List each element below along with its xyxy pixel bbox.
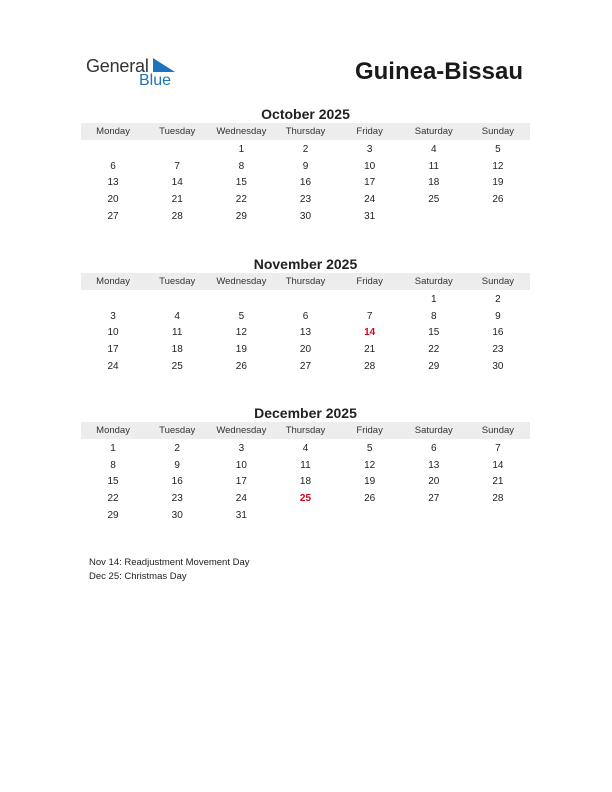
holiday-note: Dec 25: Christmas Day bbox=[89, 571, 187, 582]
day-cell: 3 bbox=[110, 310, 116, 322]
holiday-day-cell: 14 bbox=[364, 327, 376, 339]
empty-day-cell bbox=[402, 507, 466, 524]
weekday-header: Thursday bbox=[273, 123, 337, 140]
day-cell: 8 bbox=[430, 310, 437, 322]
day-cell: 18 bbox=[299, 476, 312, 488]
week-row bbox=[81, 175, 530, 192]
weekday-header: Tuesday bbox=[145, 123, 209, 140]
weekday-header-row bbox=[81, 422, 530, 439]
empty-day-cell bbox=[209, 290, 273, 308]
day-cell: 30 bbox=[492, 361, 504, 373]
weekday-header: Sunday bbox=[466, 273, 530, 290]
day-cell: 22 bbox=[235, 194, 247, 206]
week-row bbox=[81, 358, 530, 375]
empty-day-cell bbox=[273, 507, 337, 524]
day-cell: 16 bbox=[299, 177, 312, 189]
empty-day-cell bbox=[81, 140, 145, 158]
weekday-header: Thursday bbox=[273, 273, 337, 290]
day-cell: 17 bbox=[107, 344, 119, 356]
holiday-notes bbox=[89, 556, 250, 584]
day-cell: 3 bbox=[238, 442, 245, 454]
week-row bbox=[81, 290, 530, 308]
weekday-header-row bbox=[81, 273, 530, 290]
logo-triangle-icon bbox=[153, 58, 175, 72]
empty-day-cell bbox=[145, 140, 209, 158]
day-cell: 2 bbox=[302, 143, 309, 155]
weekday-header: Sunday bbox=[466, 123, 530, 140]
country-title: Guinea-Bissau bbox=[354, 58, 523, 85]
day-cell: 7 bbox=[495, 442, 501, 454]
day-cell: 3 bbox=[366, 143, 373, 155]
day-cell: 4 bbox=[430, 143, 437, 155]
day-cell: 22 bbox=[107, 493, 119, 505]
weekday-header: Monday bbox=[81, 123, 145, 140]
day-cell: 6 bbox=[302, 310, 309, 322]
holiday-day-cell: 25 bbox=[299, 493, 312, 505]
day-cell: 23 bbox=[492, 344, 504, 356]
day-cell: 25 bbox=[171, 361, 183, 373]
day-cell: 15 bbox=[107, 476, 119, 488]
day-cell: 1 bbox=[238, 143, 245, 155]
day-cell: 10 bbox=[364, 160, 376, 172]
day-cell: 29 bbox=[107, 510, 119, 522]
day-cell: 27 bbox=[428, 493, 440, 505]
day-cell: 30 bbox=[299, 211, 312, 223]
day-cell: 26 bbox=[492, 194, 504, 206]
day-cell: 5 bbox=[495, 143, 501, 155]
day-cell: 12 bbox=[235, 327, 247, 339]
day-cell: 27 bbox=[107, 211, 119, 223]
week-row bbox=[81, 308, 530, 325]
weekday-header: Friday bbox=[338, 422, 402, 439]
day-cell: 8 bbox=[110, 459, 116, 471]
calendar-grid bbox=[81, 123, 530, 225]
day-cell: 10 bbox=[235, 459, 247, 471]
week-row bbox=[81, 208, 530, 225]
month-title: December 2025 bbox=[254, 405, 357, 421]
weekday-header: Friday bbox=[338, 273, 402, 290]
day-cell: 7 bbox=[366, 310, 373, 322]
day-cell: 13 bbox=[428, 459, 440, 471]
empty-day-cell bbox=[338, 290, 402, 308]
day-cell: 21 bbox=[364, 344, 376, 356]
day-cell: 20 bbox=[428, 476, 440, 488]
month-title: October 2025 bbox=[261, 106, 350, 122]
day-cell: 29 bbox=[235, 211, 247, 223]
month-calendar-december bbox=[81, 405, 530, 524]
day-cell: 12 bbox=[492, 160, 504, 172]
logo-word-general: General bbox=[86, 56, 149, 76]
day-cell: 31 bbox=[364, 211, 376, 223]
day-cell: 16 bbox=[492, 327, 504, 339]
weekday-header: Thursday bbox=[273, 422, 337, 439]
day-cell: 23 bbox=[299, 194, 312, 206]
empty-day-cell bbox=[273, 290, 337, 308]
day-cell: 9 bbox=[174, 459, 180, 471]
week-row bbox=[81, 140, 530, 158]
week-row bbox=[81, 191, 530, 208]
day-cell: 15 bbox=[428, 327, 440, 339]
month-calendar-october bbox=[81, 106, 530, 225]
weekday-header: Friday bbox=[338, 123, 402, 140]
day-cell: 1 bbox=[110, 442, 116, 454]
day-cell: 30 bbox=[171, 510, 183, 522]
empty-day-cell bbox=[466, 507, 530, 524]
weekday-header: Tuesday bbox=[145, 422, 209, 439]
day-cell: 2 bbox=[174, 442, 180, 454]
empty-day-cell bbox=[338, 507, 402, 524]
day-cell: 14 bbox=[171, 177, 183, 189]
day-cell: 15 bbox=[235, 177, 247, 189]
weekday-header: Tuesday bbox=[145, 273, 209, 290]
day-cell: 11 bbox=[300, 459, 311, 471]
day-cell: 19 bbox=[492, 177, 504, 189]
day-cell: 19 bbox=[364, 476, 376, 488]
day-cell: 28 bbox=[171, 211, 183, 223]
calendar-grid bbox=[81, 422, 530, 524]
day-cell: 12 bbox=[364, 459, 376, 471]
day-cell: 26 bbox=[364, 493, 376, 505]
week-row bbox=[81, 325, 530, 342]
weekday-header: Saturday bbox=[402, 123, 466, 140]
weekday-header: Saturday bbox=[402, 273, 466, 290]
day-cell: 28 bbox=[492, 493, 504, 505]
week-row bbox=[81, 158, 530, 175]
holiday-note: Nov 14: Readjustment Movement Day bbox=[89, 557, 250, 568]
empty-day-cell bbox=[402, 208, 466, 225]
day-cell: 28 bbox=[364, 361, 376, 373]
day-cell: 21 bbox=[492, 476, 504, 488]
day-cell: 6 bbox=[110, 160, 116, 172]
week-row bbox=[81, 457, 530, 474]
week-row bbox=[81, 474, 530, 491]
day-cell: 14 bbox=[492, 459, 504, 471]
day-cell: 13 bbox=[107, 177, 119, 189]
calendar-grid bbox=[81, 273, 530, 375]
logo-word-blue: Blue bbox=[139, 72, 172, 89]
weekday-header: Sunday bbox=[466, 422, 530, 439]
day-cell: 23 bbox=[171, 493, 183, 505]
day-cell: 9 bbox=[302, 160, 309, 172]
day-cell: 18 bbox=[171, 344, 183, 356]
weekday-header: Monday bbox=[81, 273, 145, 290]
week-row bbox=[81, 439, 530, 457]
weekday-header: Wednesday bbox=[209, 422, 273, 439]
day-cell: 6 bbox=[430, 442, 437, 454]
day-cell: 11 bbox=[428, 160, 439, 172]
day-cell: 17 bbox=[235, 476, 247, 488]
day-cell: 25 bbox=[428, 194, 440, 206]
month-title: November 2025 bbox=[253, 256, 358, 272]
day-cell: 24 bbox=[235, 493, 247, 505]
day-cell: 16 bbox=[171, 476, 183, 488]
week-row bbox=[81, 341, 530, 358]
weekday-header: Saturday bbox=[402, 422, 466, 439]
weekday-header-row bbox=[81, 123, 530, 140]
logo bbox=[86, 55, 186, 95]
day-cell: 4 bbox=[302, 442, 309, 454]
day-cell: 20 bbox=[299, 344, 312, 356]
day-cell: 24 bbox=[107, 361, 119, 373]
day-cell: 18 bbox=[428, 177, 440, 189]
day-cell: 11 bbox=[172, 327, 183, 339]
day-cell: 29 bbox=[428, 361, 440, 373]
day-cell: 10 bbox=[107, 327, 119, 339]
weekday-header: Wednesday bbox=[209, 273, 273, 290]
day-cell: 4 bbox=[174, 310, 180, 322]
empty-day-cell bbox=[466, 208, 530, 225]
week-row bbox=[81, 507, 530, 524]
day-cell: 5 bbox=[366, 442, 373, 454]
day-cell: 22 bbox=[428, 344, 440, 356]
day-cell: 24 bbox=[364, 194, 376, 206]
month-calendar-november bbox=[81, 256, 530, 375]
empty-day-cell bbox=[81, 290, 145, 308]
day-cell: 19 bbox=[235, 344, 247, 356]
day-cell: 1 bbox=[430, 293, 437, 305]
day-cell: 13 bbox=[299, 327, 312, 339]
day-cell: 9 bbox=[495, 310, 501, 322]
weekday-header: Wednesday bbox=[209, 123, 273, 140]
day-cell: 27 bbox=[299, 361, 312, 373]
day-cell: 8 bbox=[238, 160, 245, 172]
day-cell: 26 bbox=[235, 361, 247, 373]
weekday-header: Monday bbox=[81, 422, 145, 439]
week-row bbox=[81, 490, 530, 507]
day-cell: 20 bbox=[107, 194, 119, 206]
day-cell: 2 bbox=[495, 293, 501, 305]
day-cell: 21 bbox=[171, 194, 183, 206]
day-cell: 7 bbox=[174, 160, 180, 172]
day-cell: 31 bbox=[235, 510, 247, 522]
empty-day-cell bbox=[145, 290, 209, 308]
day-cell: 5 bbox=[238, 310, 245, 322]
day-cell: 17 bbox=[364, 177, 376, 189]
